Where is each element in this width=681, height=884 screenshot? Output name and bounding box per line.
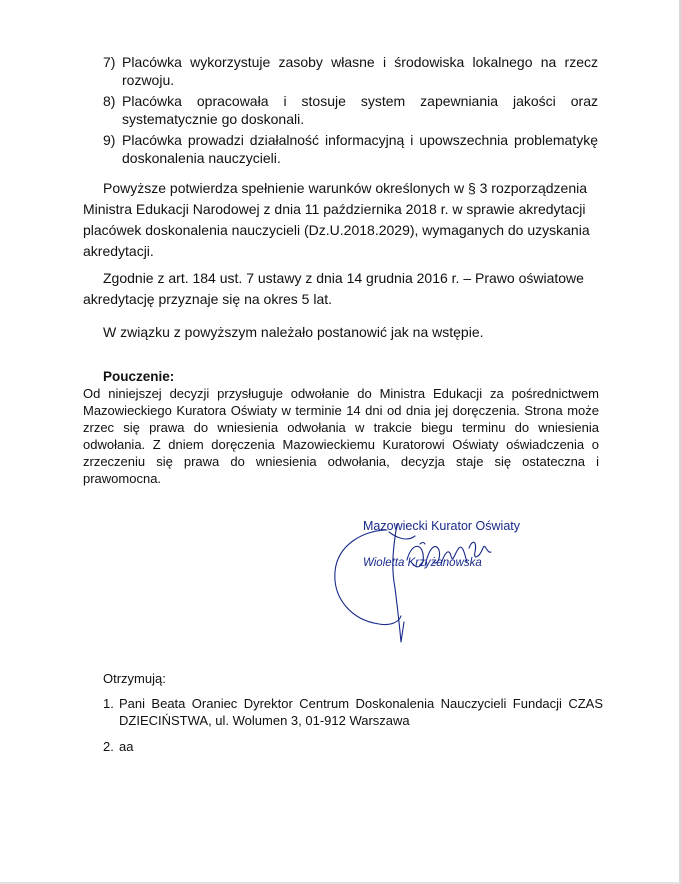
- signatory-name: Wioletta Krzyżanowska: [363, 557, 482, 569]
- criteria-item: [103, 92, 598, 128]
- recipient-text: aa: [119, 739, 134, 754]
- appeal-instruction: [83, 368, 599, 487]
- legal-basis-paragraph: [83, 268, 597, 310]
- criteria-item-number: 9): [103, 132, 116, 148]
- recipient-item: [103, 738, 603, 755]
- confirmation-paragraph: [83, 178, 597, 262]
- recipients-section: [103, 670, 603, 764]
- signature-block: [325, 508, 545, 648]
- appeal-instruction-heading: Pouczenie:: [103, 369, 175, 384]
- criteria-item: [103, 131, 598, 167]
- signatory-title: Mazowiecki Kurator Oświaty: [363, 519, 520, 533]
- accreditation-criteria-list: [103, 53, 598, 170]
- criteria-item-text: Placówka wykorzystuje zasoby własne i środowiska lokalnego na rzecz rozwoju.: [122, 54, 598, 88]
- recipient-number: 2.: [103, 739, 114, 754]
- decision-text: W związku z powyższym należało postanowić jak na wstępie.: [103, 324, 484, 340]
- decision-paragraph: [83, 322, 597, 343]
- legal-basis-text: Zgodnie z art. 184 ust. 7 ustawy z dnia 14 grudnia 2016 r. – Prawo oświatowe akredytację przyznaje się na okres 5 lat.: [83, 270, 584, 307]
- criteria-item-number: 8): [103, 93, 116, 109]
- recipient-text: Pani Beata Oraniec Dyrektor Centrum Doskonalenia Nauczycieli Fundacji CZAS DZIECIŃSTWA, ul. Wolumen 3, 01-912 Warszawa: [119, 696, 603, 728]
- confirmation-text: Powyższe potwierdza spełnienie warunków określonych w § 3 rozporządzenia Ministra Edukacji Narodowej z dnia 11 października 2018 r. w sprawie akredytacji placówek doskonalenia nauczycieli (Dz.U.2018.2029), wymaganych do uzyskania akredytacji.: [83, 180, 590, 259]
- recipient-number: 1.: [103, 696, 114, 711]
- recipients-heading: Otrzymują:: [103, 671, 166, 686]
- appeal-instruction-text: Od niniejszej decyzji przysługuje odwołanie do Ministra Edukacji za pośrednictwem Mazowieckiego Kuratora Oświaty w terminie 14 dni od dnia jej doręczenia. Strona może zrzec się prawa do wniesienia odwołania w trakcie biegu terminu do wniesienia odwołania. Z dniem doręczenia Mazowieckiemu Kuratorowi Oświaty oświadczenia o zrzeczeniu się prawa do wniesienia odwołania, decyzja staje się ostateczna i prawomocna.: [83, 386, 599, 486]
- recipient-item: [103, 695, 603, 729]
- recipients-list: [103, 695, 603, 755]
- criteria-item-text: Placówka prowadzi działalność informacyjną i upowszechnia problematykę doskonalenia nauczycieli.: [122, 132, 598, 166]
- criteria-item-number: 7): [103, 54, 116, 70]
- criteria-item: [103, 53, 598, 89]
- criteria-item-text: Placówka opracowała i stosuje system zapewniania jakości oraz systematycznie go doskonali.: [122, 93, 598, 127]
